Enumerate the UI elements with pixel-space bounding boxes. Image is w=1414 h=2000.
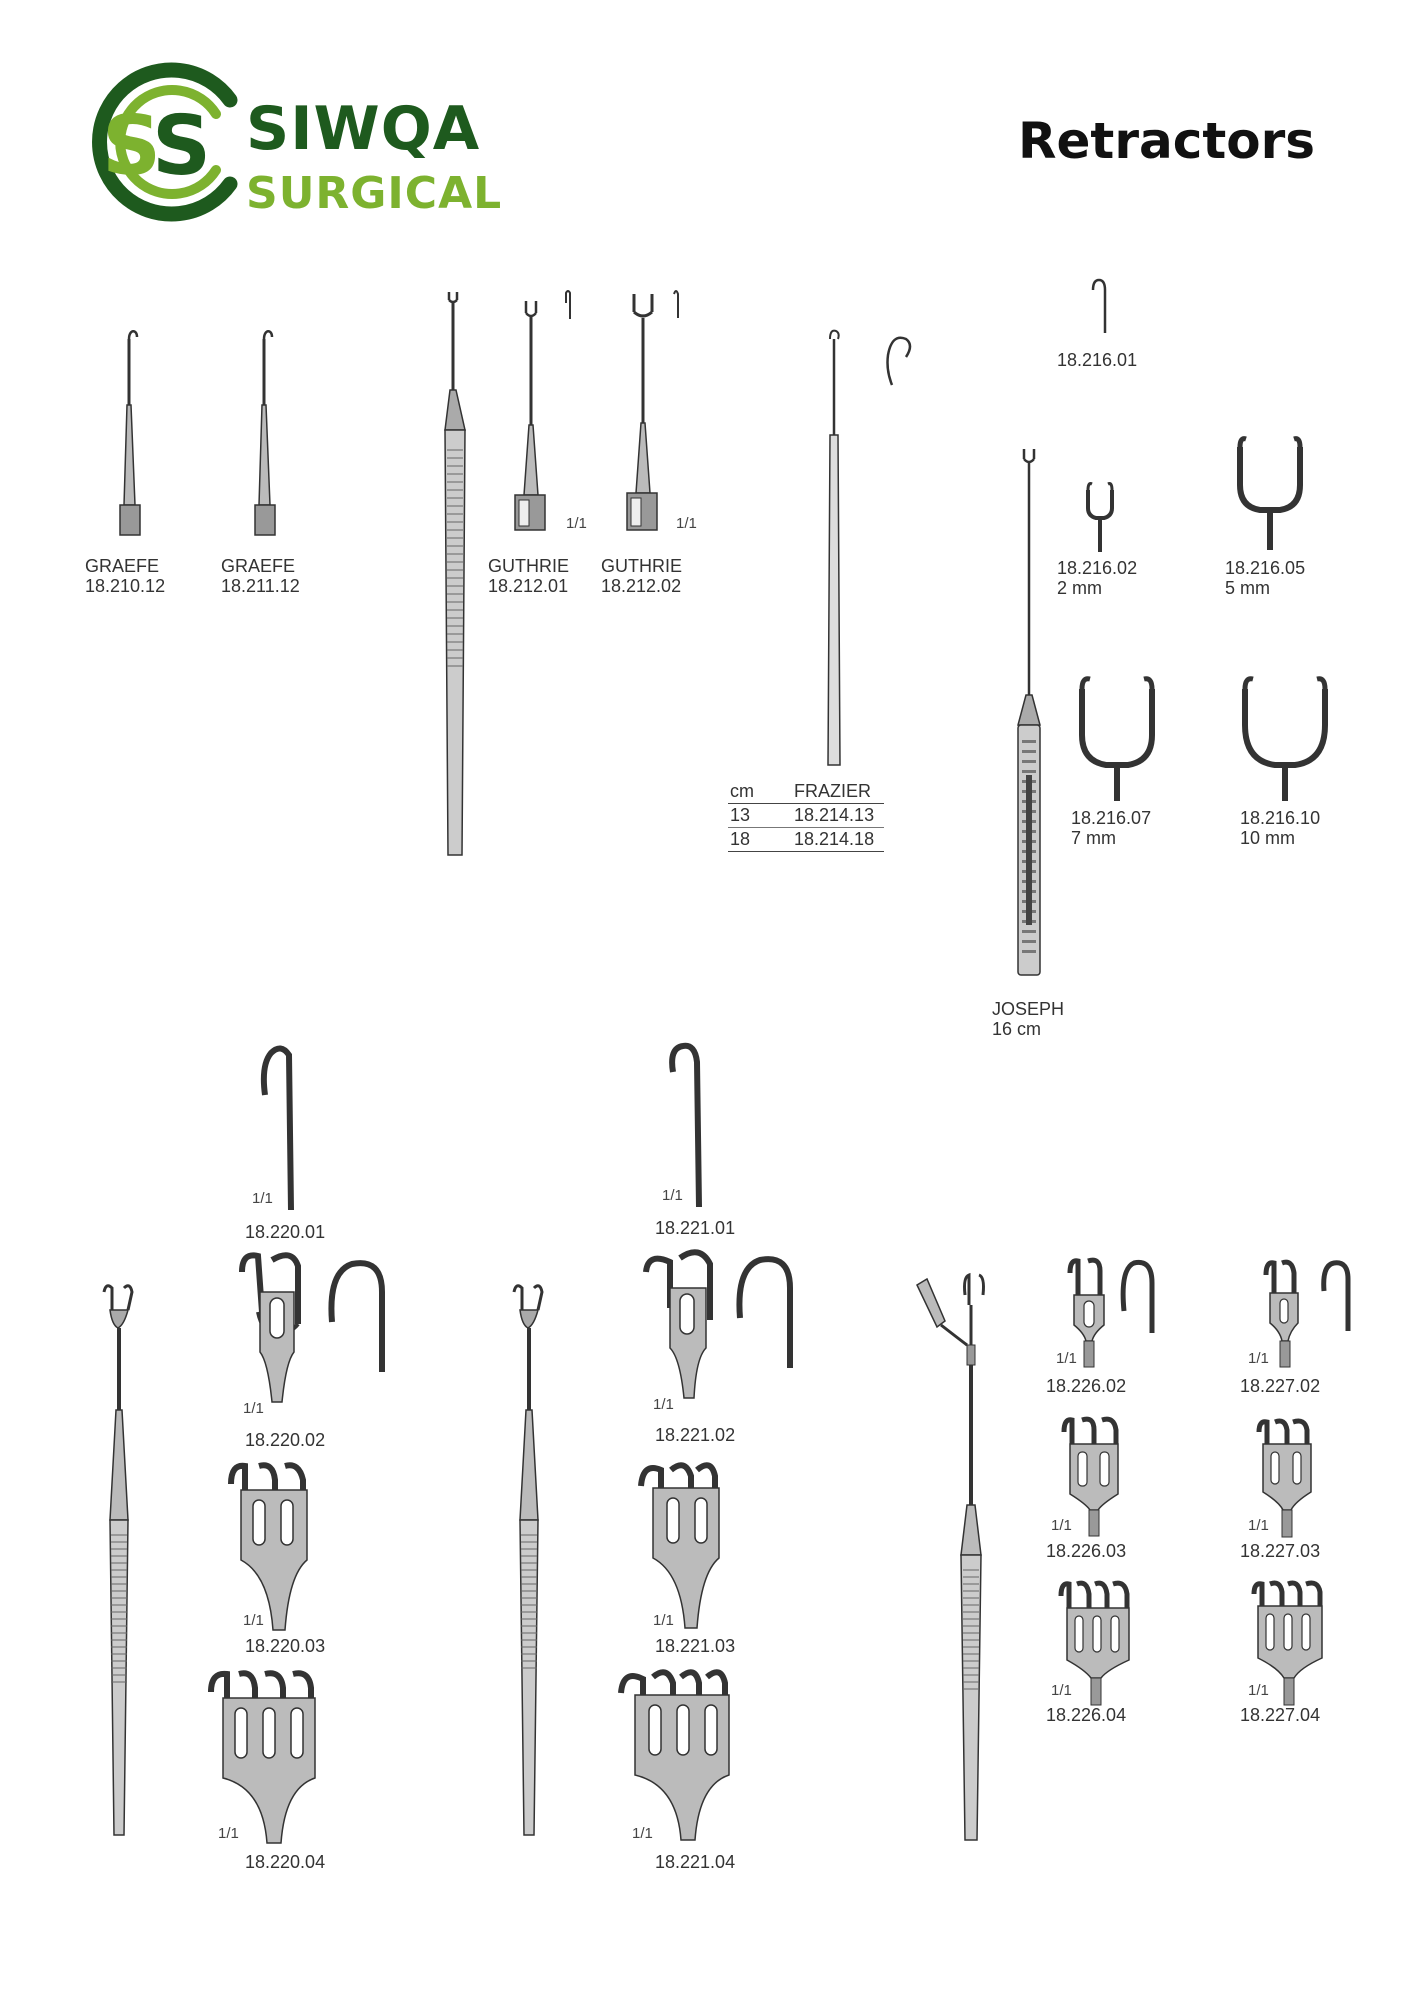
svg-text:S: S xyxy=(152,99,212,194)
guthrie-2-drawing xyxy=(622,288,672,540)
hook-handle-right-drawing xyxy=(915,1265,1005,1845)
frazier-header-name: FRAZIER xyxy=(764,780,884,804)
frazier-header-cm: cm xyxy=(728,780,764,804)
hook-220-01-code: 18.220.01 xyxy=(245,1222,326,1242)
joseph-tip-02-code: 18.216.02 xyxy=(1057,558,1138,578)
hook-221-04-code: 18.221.04 xyxy=(655,1852,736,1872)
joseph-tip-02-size: 2 mm xyxy=(1057,578,1102,598)
graefe-1-code: 18.210.12 xyxy=(85,576,166,596)
graefe-1-name: GRAEFE xyxy=(85,556,160,576)
joseph-tip-01-code: 18.216.01 xyxy=(1057,350,1138,370)
scale-mark: 1/1 xyxy=(676,515,697,532)
hook-220-04-drawing xyxy=(205,1668,335,1848)
hook-226-03-code: 18.226.03 xyxy=(1046,1541,1127,1561)
joseph-tip-10-drawing xyxy=(1235,675,1335,805)
scale-mark: 1/1 xyxy=(653,1612,674,1629)
guthrie-2-code: 18.212.02 xyxy=(601,576,682,596)
guthrie-1-drawing xyxy=(510,295,560,540)
guthrie-1-code: 18.212.01 xyxy=(488,576,569,596)
joseph-name: JOSEPH xyxy=(992,999,1065,1019)
joseph-tip-07-size: 7 mm xyxy=(1071,828,1116,848)
scale-mark: 1/1 xyxy=(1051,1682,1072,1699)
hook-221-02-code: 18.221.02 xyxy=(655,1425,736,1445)
hook-handle-middle-drawing xyxy=(508,1280,548,1840)
graefe-2-name: GRAEFE xyxy=(221,556,296,576)
joseph-tip-05-drawing xyxy=(1230,435,1310,555)
frazier-row-code: 18.214.18 xyxy=(764,828,884,852)
hook-221-02-drawing xyxy=(640,1248,800,1408)
hook-227-02-drawing xyxy=(1258,1257,1368,1372)
hook-221-01-code: 18.221.01 xyxy=(655,1218,736,1238)
brand-name-line1: SIWQA xyxy=(246,94,481,164)
brand-name-line2: SURGICAL xyxy=(246,168,503,219)
hook-220-03-code: 18.220.03 xyxy=(245,1636,326,1656)
graefe-hook-drawing-2 xyxy=(250,325,280,540)
scale-mark: 1/1 xyxy=(1056,1350,1077,1367)
joseph-tip-05-code: 18.216.05 xyxy=(1225,558,1306,578)
scale-mark: 1/1 xyxy=(1248,1350,1269,1367)
hook-220-03-drawing xyxy=(225,1460,315,1635)
hook-220-02-drawing xyxy=(232,1252,392,1412)
scale-mark: 1/1 xyxy=(252,1190,273,1207)
hook-220-04-code: 18.220.04 xyxy=(245,1852,326,1872)
joseph-handle-drawing xyxy=(1010,445,1050,985)
hook-221-03-drawing xyxy=(635,1458,725,1633)
hook-221-03-code: 18.221.03 xyxy=(655,1636,736,1656)
joseph-tip-01-drawing xyxy=(1085,278,1115,338)
scale-mark: 1/1 xyxy=(1248,1517,1269,1534)
scale-mark: 1/1 xyxy=(632,1825,653,1842)
frazier-size-table xyxy=(728,780,884,852)
joseph-tip-07-drawing xyxy=(1072,675,1162,805)
brand-logo-mark xyxy=(80,62,250,222)
scale-mark: 1/1 xyxy=(243,1612,264,1629)
hook-220-02-code: 18.220.02 xyxy=(245,1430,326,1450)
frazier-row-cm: 13 xyxy=(728,804,764,828)
frazier-row-code: 18.214.13 xyxy=(764,804,884,828)
guthrie-2-name: GUTHRIE xyxy=(601,556,682,576)
hook-227-03-code: 18.227.03 xyxy=(1240,1541,1321,1561)
hook-227-04-code: 18.227.04 xyxy=(1240,1705,1321,1725)
joseph-size: 16 cm xyxy=(992,1019,1042,1039)
svg-text:S: S xyxy=(102,99,162,194)
joseph-tip-10-size: 10 mm xyxy=(1240,828,1296,848)
graefe-hook-drawing xyxy=(115,325,145,540)
scale-mark: 1/1 xyxy=(1248,1682,1269,1699)
page-title: Retractors xyxy=(1018,112,1316,170)
scale-mark: 1/1 xyxy=(218,1825,239,1842)
graefe-2-code: 18.211.12 xyxy=(221,576,300,596)
hook-226-04-code: 18.226.04 xyxy=(1046,1705,1127,1725)
scale-mark: 1/1 xyxy=(566,515,587,532)
hook-221-04-drawing xyxy=(615,1665,745,1845)
joseph-tip-07-code: 18.216.07 xyxy=(1071,808,1152,828)
frazier-drawing xyxy=(820,325,920,770)
guthrie-1-name: GUTHRIE xyxy=(488,556,569,576)
guthrie-handle-drawing xyxy=(435,290,475,860)
joseph-tip-10-code: 18.216.10 xyxy=(1240,808,1321,828)
scale-mark: 1/1 xyxy=(1051,1517,1072,1534)
hook-handle-left-drawing xyxy=(98,1280,138,1840)
scale-mark: 1/1 xyxy=(653,1396,674,1413)
joseph-tip-02-drawing xyxy=(1080,480,1120,555)
joseph-tip-05-size: 5 mm xyxy=(1225,578,1270,598)
scale-mark: 1/1 xyxy=(243,1400,264,1417)
hook-226-02-code: 18.226.02 xyxy=(1046,1376,1127,1396)
scale-mark: 1/1 xyxy=(662,1187,683,1204)
frazier-row-cm: 18 xyxy=(728,828,764,852)
hook-227-02-code: 18.227.02 xyxy=(1240,1376,1321,1396)
